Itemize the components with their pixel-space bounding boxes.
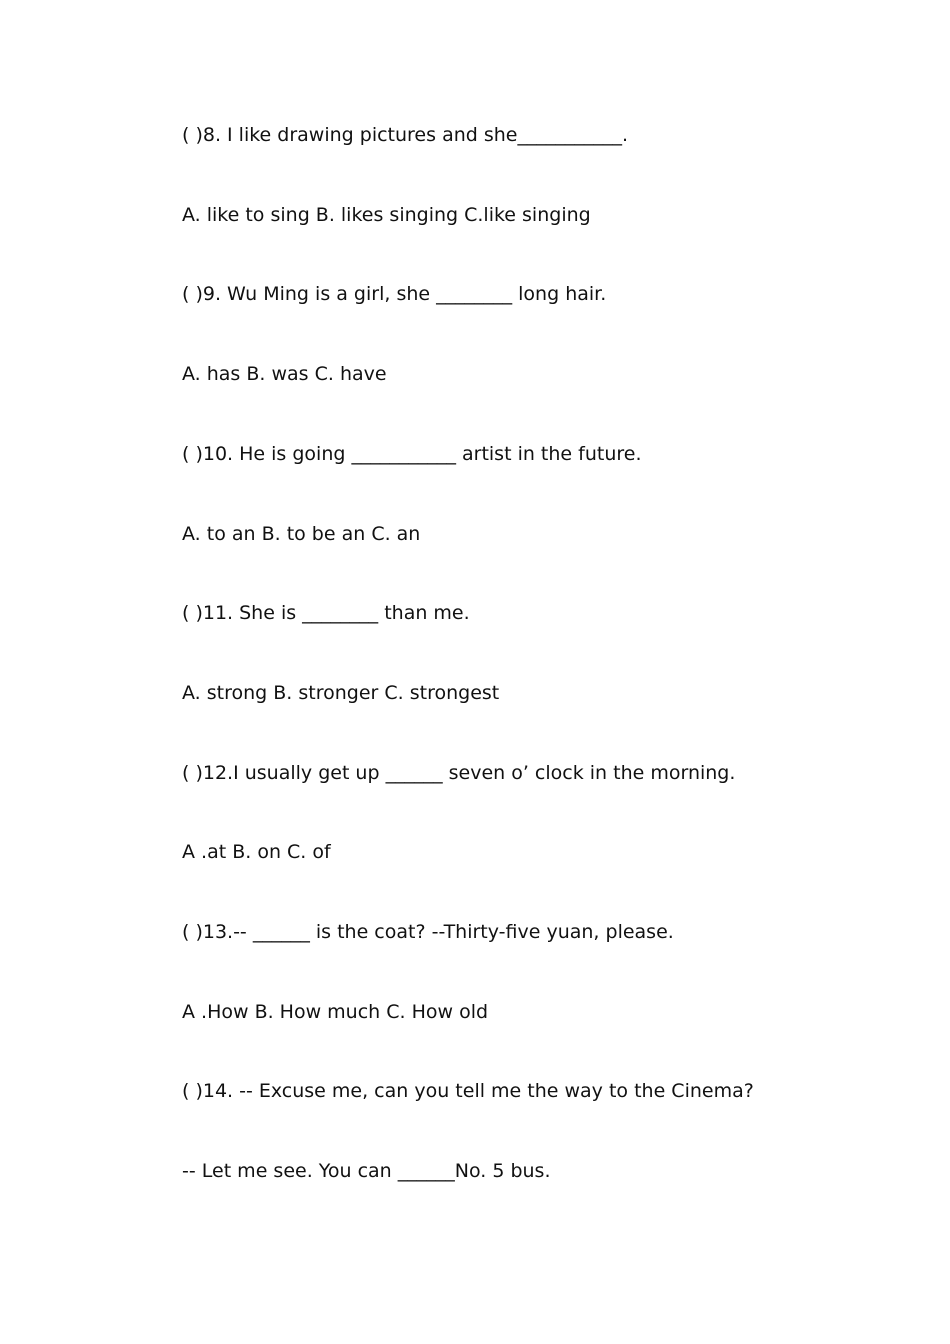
question-8: ( )8. I like drawing pictures and she___________. — [182, 124, 629, 146]
question-11-options: A. strong B. stronger C. strongest — [182, 682, 500, 704]
question-13: ( )13.-- ______ is the coat? --Thirty-five yuan, please. — [182, 921, 674, 943]
question-11: ( )11. She is ________ than me. — [182, 602, 470, 624]
question-12-options: A .at B. on C. of — [182, 841, 331, 863]
question-9-options: A. has B. was C. have — [182, 363, 387, 385]
question-10: ( )10. He is going ___________ artist in the future. — [182, 443, 642, 465]
question-14-continuation: -- Let me see. You can ______No. 5 bus. — [182, 1160, 551, 1182]
question-8-options: A. like to sing B. likes singing C.like singing — [182, 204, 591, 226]
question-9: ( )9. Wu Ming is a girl, she ________ long hair. — [182, 283, 607, 305]
question-13-options: A .How B. How much C. How old — [182, 1001, 489, 1023]
question-12: ( )12.I usually get up ______ seven o’ clock in the morning. — [182, 762, 736, 784]
question-14: ( )14. -- Excuse me, can you tell me the way to the Cinema? — [182, 1080, 754, 1102]
question-10-options: A. to an B. to be an C. an — [182, 523, 421, 545]
